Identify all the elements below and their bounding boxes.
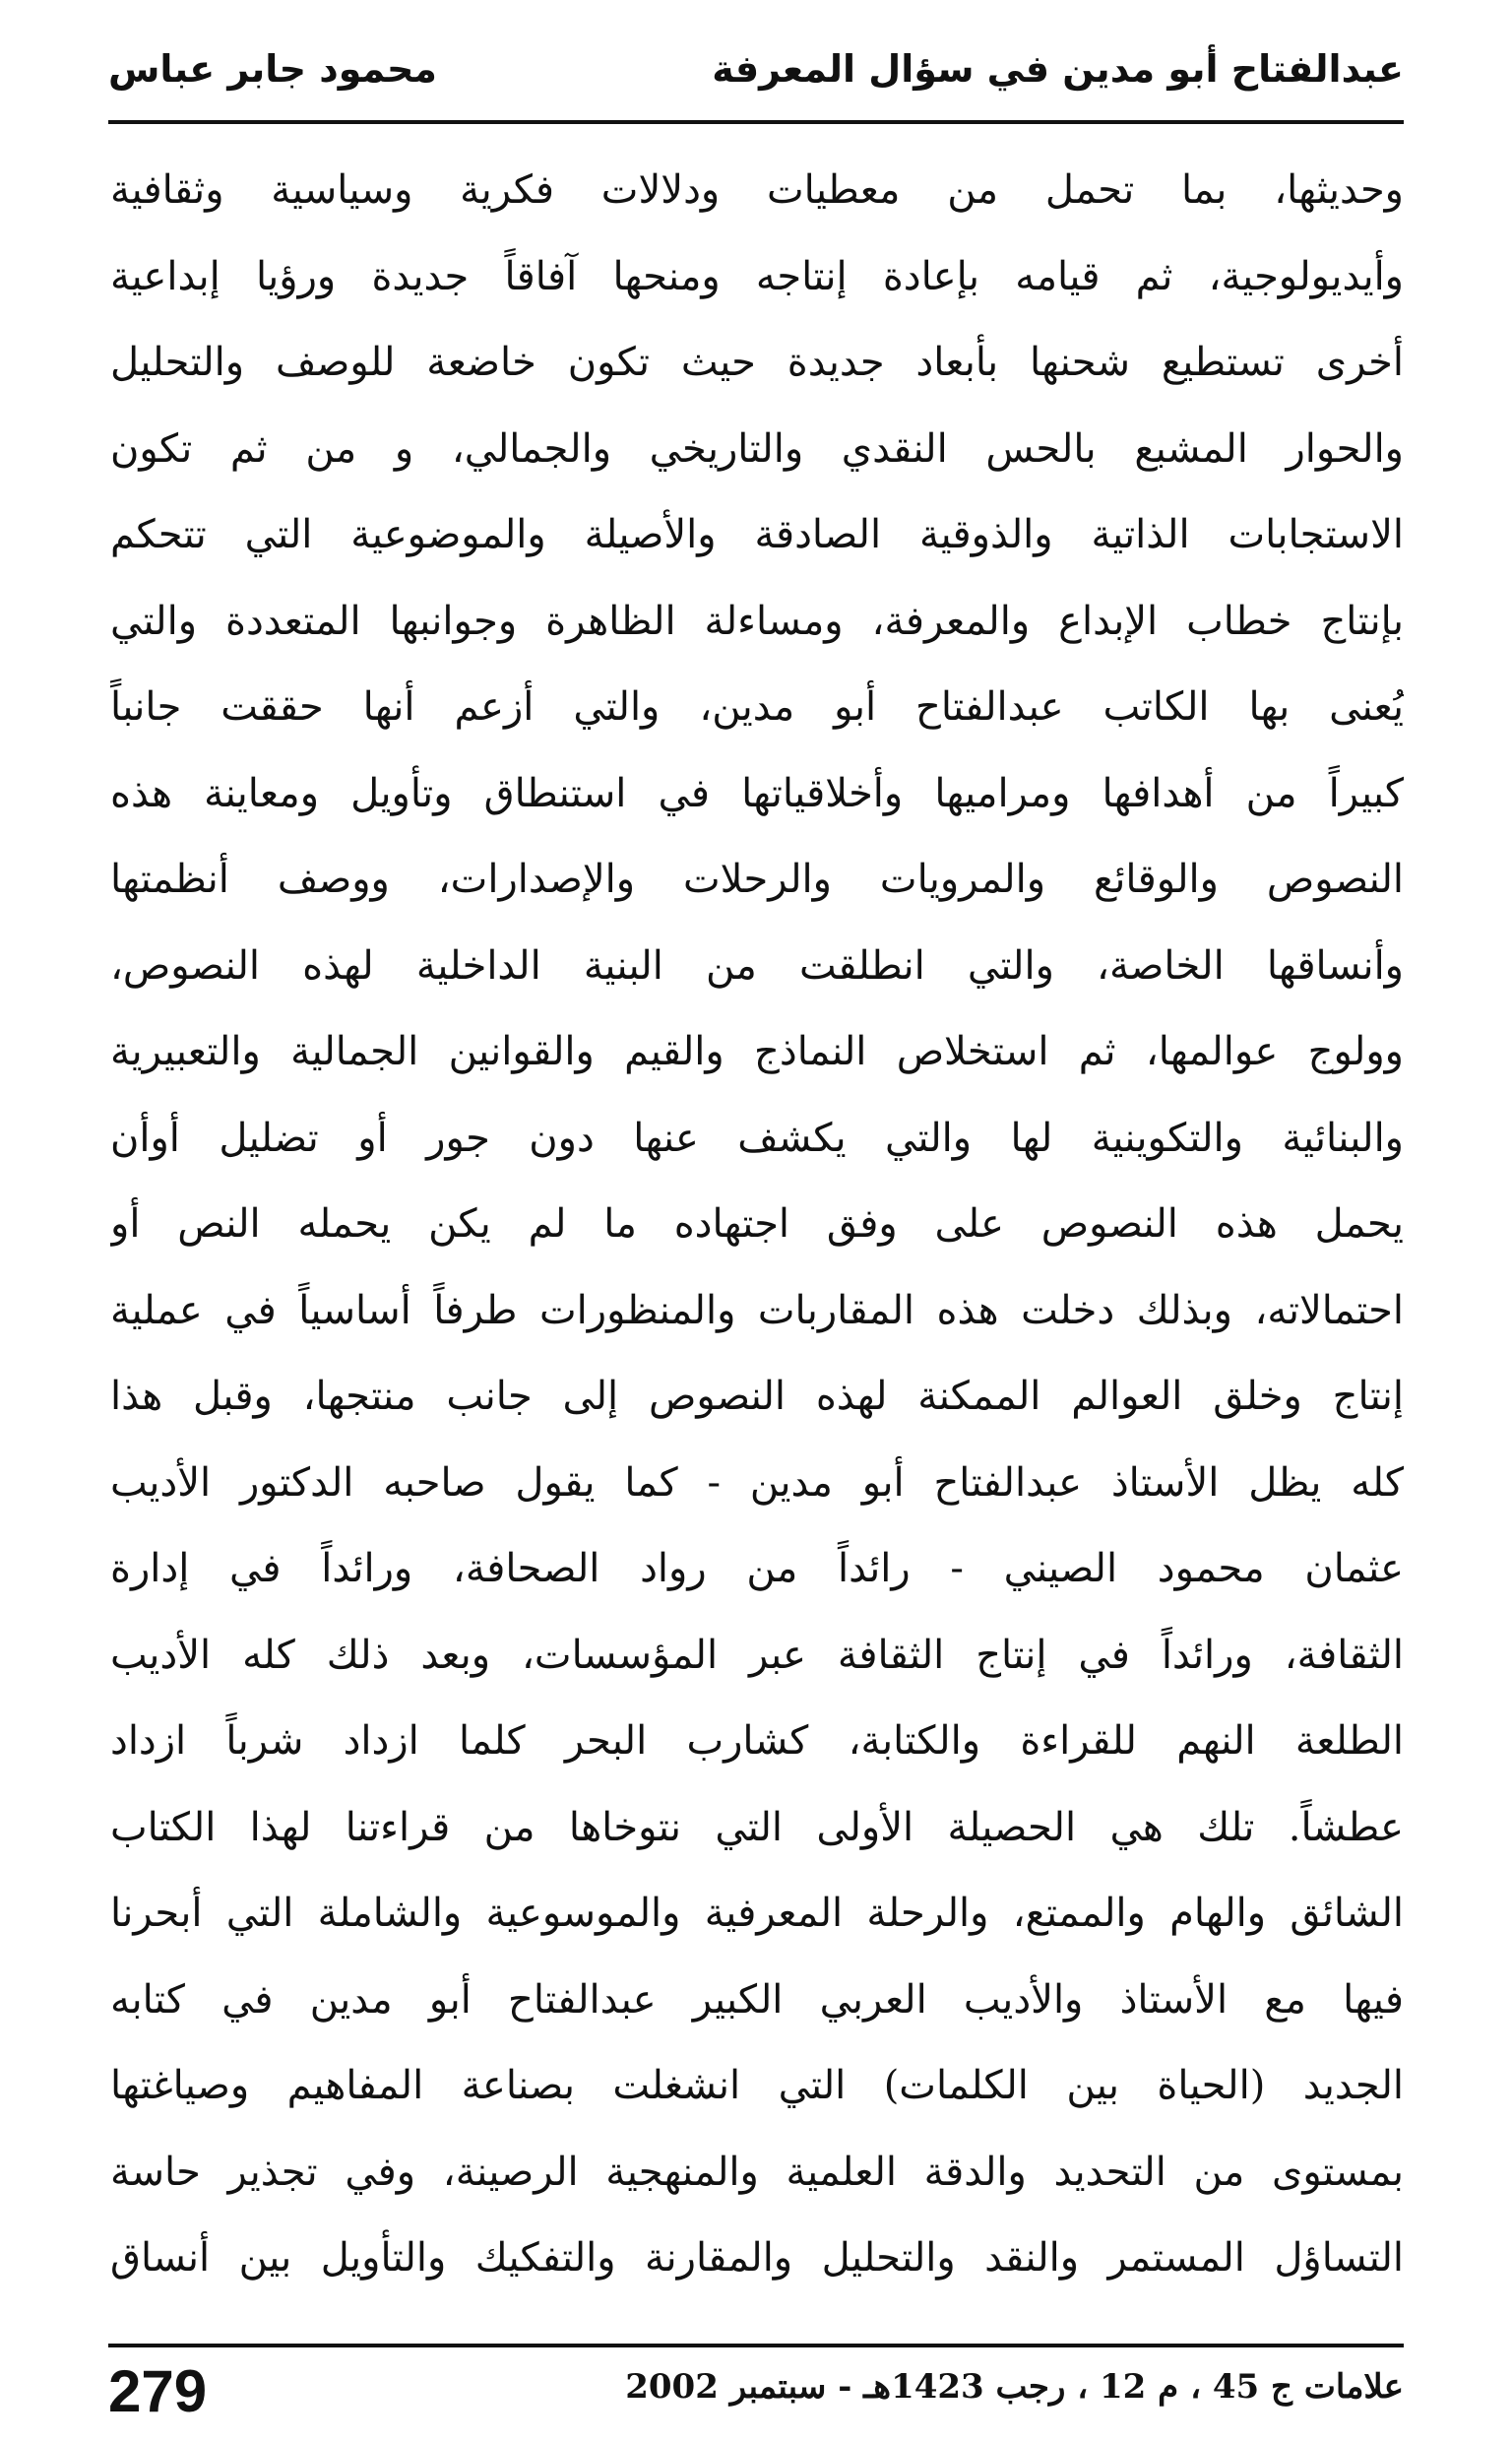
text-line: أخرى تستطيع شحنها بأبعاد جديدة حيث تكون خاضعة للوصف والتحليل [110,340,1404,385]
text-line: الشائق والهام والممتع، والرحلة المعرفية والموسوعية والشاملة التي أبحرنا [110,1891,1404,1936]
text-line: كبيراً من أهدافها ومراميها وأخلاقياتها في استنطاق وتأويل ومعاينة هذه [110,770,1404,816]
text-line: يحمل هذه النصوص على وفق اجتهاده ما لم يكن يحمله النص أو [110,1201,1404,1247]
text-line: وأنساقها الخاصة، والتي انطلقت من البنية الداخلية لهذه النصوص، [110,942,1404,989]
header-divider [108,120,1404,124]
text-line: إنتاج وخلق العوالم الممكنة لهذه النصوص إلى جانب منتجها، وقبل هذا [110,1374,1404,1419]
running-header [108,47,1404,116]
text-line: التساؤل المستمر والنقد والتحليل والمقارنة والتفكيك والتأويل بين أنساق [110,2235,1404,2281]
text-line: وولوج عوالمها، ثم استخلاص النماذج والقيم والقوانين الجمالية والتعبيرية [110,1029,1404,1074]
text-line: بمستوى من التحديد والدقة العلمية والمنهجية الرصينة، وفي تجذير حاسة [110,2149,1404,2195]
text-line: والبنائية والتكوينية لها والتي يكشف عنها دون جور أو تضليل أوأن [110,1115,1404,1161]
text-line: وأيديولوجية، ثم قيامه بإعادة إنتاجه ومنحها آفاقاً جديدة ورؤيا إبداعية [110,253,1404,299]
text-line: الطلعة النهم للقراءة والكتابة، كشارب البحر كلما ازداد شرباً ازداد [110,1718,1404,1764]
body-text [110,148,1404,2302]
footer-divider [108,2344,1404,2347]
author-name: محمود جابر عباس [108,47,437,91]
text-line: احتمالاته، وبذلك دخلت هذه المقاربات والمنظورات طرفاً أساسياً في عملية [110,1287,1404,1333]
article-title: عبدالفتاح أبو مدين في سؤال المعرفة [712,47,1404,91]
journal-citation: علامات ج 45 ، م 12 ، رجب 1423هـ - سبتمبر 2002 [625,2367,1404,2407]
page-number: 279 [108,2358,208,2424]
text-line: كله يظل الأستاذ عبدالفتاح أبو مدين - كما يقول صاحبه الدكتور الأديب [110,1459,1404,1506]
text-line: بإنتاج خطاب الإبداع والمعرفة، ومساءلة الظاهرة وجوانبها المتعددة والتي [110,598,1404,644]
text-line: والحوار المشبع بالحس النقدي والتاريخي والجمالي، و من ثم تكون [110,425,1404,472]
text-line: وحديثها، بما تحمل من معطيات ودلالات فكرية وسياسية وثقافية [110,167,1404,213]
text-line: النصوص والوقائع والمرويات والرحلات والإصدارات، ووصف أنظمتها [110,857,1404,902]
text-line: الاستجابات الذاتية والذوقية الصادقة والأصيلة والموضوعية التي تتحكم [110,512,1404,557]
text-line: عثمان محمود الصيني - رائداً من رواد الصحافة، ورائداً في إدارة [110,1546,1404,1591]
text-line: الثقافة، ورائداً في إنتاج الثقافة عبر المؤسسات، وبعد ذلك كله الأديب [110,1632,1404,1678]
text-line: فيها مع الأستاذ والأديب العربي الكبير عبدالفتاح أبو مدين في كتابه [110,1976,1404,2023]
running-footer [108,2358,1404,2432]
text-line: الجديد (الحياة بين الكلمات) التي انشغلت بصناعة المفاهيم وصياغتها [110,2063,1404,2108]
text-line: عطشاً. تلك هي الحصيلة الأولى التي نتوخاها من قراءتنا لهذا الكتاب [110,1804,1404,1850]
text-line: يُعنى بها الكاتب عبدالفتاح أبو مدين، والتي أزعم أنها حققت جانباً [110,684,1404,730]
